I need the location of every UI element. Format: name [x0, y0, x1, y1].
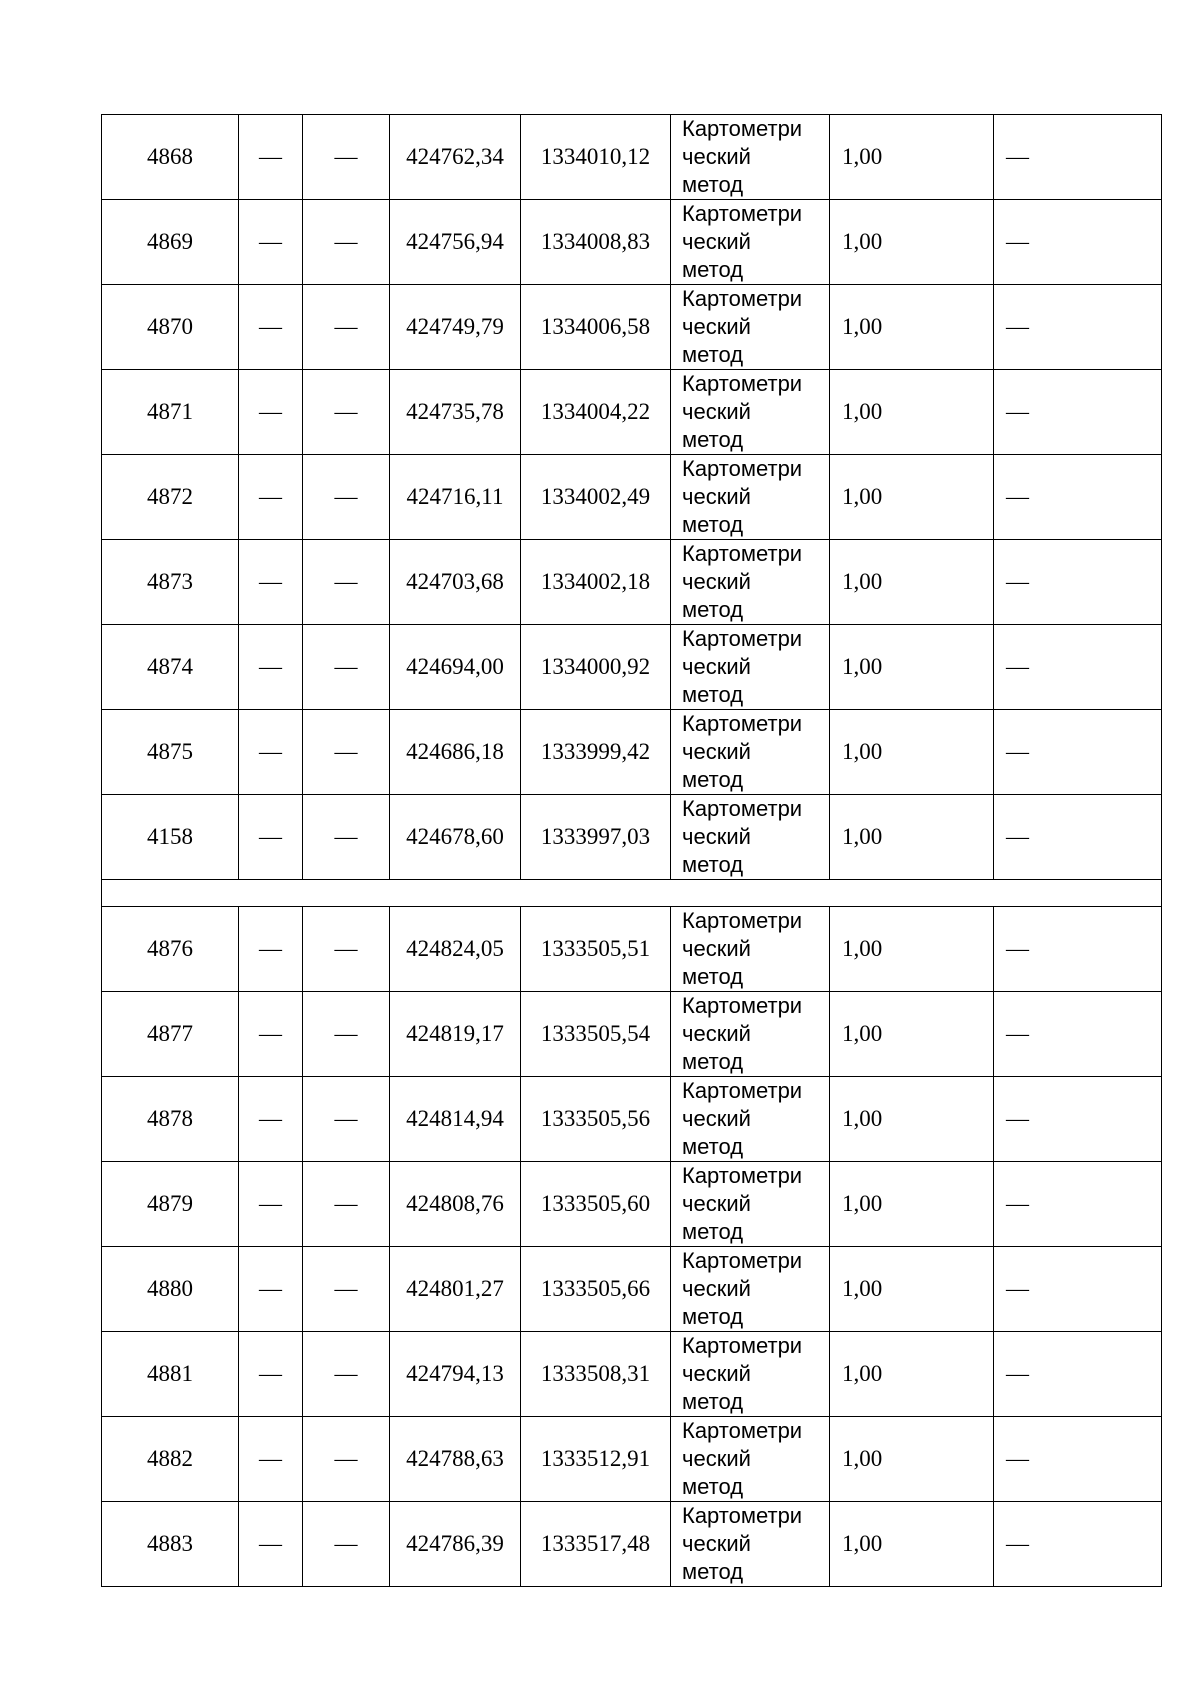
- y-coordinate-cell: 1334004,22: [521, 370, 671, 455]
- method-text-line: Картометри: [682, 1163, 803, 1188]
- y-coordinate-cell: 1333505,66: [521, 1247, 671, 1332]
- x-coordinate-cell: 424735,78: [390, 370, 521, 455]
- old-y-cell: —: [303, 710, 390, 795]
- accuracy-cell: 1,00: [830, 1332, 994, 1417]
- accuracy-cell: 1,00: [830, 992, 994, 1077]
- method-cell: [671, 710, 830, 795]
- x-coordinate-cell: 424694,00: [390, 625, 521, 710]
- old-x-cell: —: [239, 370, 303, 455]
- table-row: [102, 455, 1162, 540]
- method-text-line: ческий: [682, 654, 751, 679]
- table-row: [102, 115, 1162, 200]
- description-cell: —: [994, 540, 1162, 625]
- accuracy-cell: 1,00: [830, 540, 994, 625]
- method-text-line: ческий: [682, 1106, 751, 1131]
- table-row: [102, 1417, 1162, 1502]
- table-row: [102, 992, 1162, 1077]
- old-y-cell: —: [303, 540, 390, 625]
- old-y-cell: —: [303, 115, 390, 200]
- table-row: [102, 1247, 1162, 1332]
- method-text-line: Картометри: [682, 286, 803, 311]
- description-cell: —: [994, 625, 1162, 710]
- method-text-line: метод: [682, 1559, 744, 1584]
- method-text-line: Картометри: [682, 1418, 803, 1443]
- old-x-cell: —: [239, 992, 303, 1077]
- method-text-line: ческий: [682, 484, 751, 509]
- table-row: [102, 285, 1162, 370]
- x-coordinate-cell: 424756,94: [390, 200, 521, 285]
- method-text-line: Картометри: [682, 711, 803, 736]
- accuracy-cell: 1,00: [830, 115, 994, 200]
- accuracy-cell: 1,00: [830, 907, 994, 992]
- x-coordinate-cell: 424794,13: [390, 1332, 521, 1417]
- table-row: [102, 540, 1162, 625]
- method-text-line: Картометри: [682, 626, 803, 651]
- x-coordinate-cell: 424716,11: [390, 455, 521, 540]
- y-coordinate-cell: 1333508,31: [521, 1332, 671, 1417]
- method-text-line: Картометри: [682, 201, 803, 226]
- description-cell: —: [994, 1502, 1162, 1587]
- description-cell: —: [994, 795, 1162, 880]
- description-cell: —: [994, 1247, 1162, 1332]
- point-number-cell: 4874: [102, 625, 239, 710]
- method-cell: [671, 200, 830, 285]
- method-text-line: Картометри: [682, 1248, 803, 1273]
- x-coordinate-cell: 424808,76: [390, 1162, 521, 1247]
- accuracy-cell: 1,00: [830, 455, 994, 540]
- table-row: [102, 1077, 1162, 1162]
- description-cell: —: [994, 200, 1162, 285]
- point-number-cell: 4882: [102, 1417, 239, 1502]
- point-number-cell: 4881: [102, 1332, 239, 1417]
- point-number-cell: 4883: [102, 1502, 239, 1587]
- old-x-cell: —: [239, 115, 303, 200]
- old-x-cell: —: [239, 540, 303, 625]
- old-y-cell: —: [303, 625, 390, 710]
- method-text-line: ческий: [682, 229, 751, 254]
- description-cell: —: [994, 455, 1162, 540]
- point-number-cell: 4877: [102, 992, 239, 1077]
- method-text-line: Картометри: [682, 908, 803, 933]
- old-x-cell: —: [239, 625, 303, 710]
- method-cell: [671, 1417, 830, 1502]
- y-coordinate-cell: 1333517,48: [521, 1502, 671, 1587]
- old-y-cell: —: [303, 1332, 390, 1417]
- accuracy-cell: 1,00: [830, 370, 994, 455]
- method-text-line: Картометри: [682, 1333, 803, 1358]
- accuracy-cell: 1,00: [830, 1502, 994, 1587]
- old-x-cell: —: [239, 1417, 303, 1502]
- old-y-cell: —: [303, 1502, 390, 1587]
- old-x-cell: —: [239, 285, 303, 370]
- x-coordinate-cell: 424819,17: [390, 992, 521, 1077]
- method-text-line: метод: [682, 767, 744, 792]
- method-text-line: Картометри: [682, 993, 803, 1018]
- method-text-line: ческий: [682, 1276, 751, 1301]
- table-row: [102, 1162, 1162, 1247]
- method-text-line: метод: [682, 682, 744, 707]
- y-coordinate-cell: 1333505,60: [521, 1162, 671, 1247]
- method-cell: [671, 1502, 830, 1587]
- coordinates-table-body: [102, 115, 1162, 1587]
- method-cell: [671, 115, 830, 200]
- y-coordinate-cell: 1333505,54: [521, 992, 671, 1077]
- accuracy-cell: 1,00: [830, 795, 994, 880]
- description-cell: —: [994, 1417, 1162, 1502]
- x-coordinate-cell: 424703,68: [390, 540, 521, 625]
- description-cell: —: [994, 907, 1162, 992]
- method-text-line: метод: [682, 257, 744, 282]
- method-text-line: Картометри: [682, 796, 803, 821]
- y-coordinate-cell: 1333999,42: [521, 710, 671, 795]
- table-row: [102, 710, 1162, 795]
- old-y-cell: —: [303, 370, 390, 455]
- description-cell: —: [994, 1162, 1162, 1247]
- old-y-cell: —: [303, 455, 390, 540]
- point-number-cell: 4870: [102, 285, 239, 370]
- accuracy-cell: 1,00: [830, 285, 994, 370]
- old-y-cell: —: [303, 907, 390, 992]
- method-text-line: Картометри: [682, 371, 803, 396]
- accuracy-cell: 1,00: [830, 710, 994, 795]
- method-text-line: метод: [682, 1304, 744, 1329]
- description-cell: —: [994, 992, 1162, 1077]
- method-cell: [671, 1162, 830, 1247]
- method-text-line: ческий: [682, 1531, 751, 1556]
- old-y-cell: —: [303, 992, 390, 1077]
- old-y-cell: —: [303, 1077, 390, 1162]
- y-coordinate-cell: 1334000,92: [521, 625, 671, 710]
- point-number-cell: 4868: [102, 115, 239, 200]
- table-row: [102, 200, 1162, 285]
- method-cell: [671, 1077, 830, 1162]
- accuracy-cell: 1,00: [830, 1247, 994, 1332]
- x-coordinate-cell: 424801,27: [390, 1247, 521, 1332]
- accuracy-cell: 1,00: [830, 1077, 994, 1162]
- table-row: [102, 370, 1162, 455]
- method-cell: [671, 455, 830, 540]
- y-coordinate-cell: 1334002,49: [521, 455, 671, 540]
- y-coordinate-cell: 1334008,83: [521, 200, 671, 285]
- old-x-cell: —: [239, 455, 303, 540]
- point-number-cell: 4875: [102, 710, 239, 795]
- method-text-line: ческий: [682, 399, 751, 424]
- method-text-line: метод: [682, 1389, 744, 1414]
- block-separator-row: [102, 880, 1162, 907]
- point-number-cell: 4158: [102, 795, 239, 880]
- x-coordinate-cell: 424678,60: [390, 795, 521, 880]
- method-text-line: метод: [682, 1049, 744, 1074]
- description-cell: —: [994, 370, 1162, 455]
- method-text-line: метод: [682, 1134, 744, 1159]
- y-coordinate-cell: 1334002,18: [521, 540, 671, 625]
- old-x-cell: —: [239, 1162, 303, 1247]
- old-x-cell: —: [239, 710, 303, 795]
- accuracy-cell: 1,00: [830, 1162, 994, 1247]
- accuracy-cell: 1,00: [830, 625, 994, 710]
- y-coordinate-cell: 1333997,03: [521, 795, 671, 880]
- accuracy-cell: 1,00: [830, 1417, 994, 1502]
- old-y-cell: —: [303, 795, 390, 880]
- method-text-line: ческий: [682, 1361, 751, 1386]
- table-row: [102, 1502, 1162, 1587]
- x-coordinate-cell: 424749,79: [390, 285, 521, 370]
- method-text-line: ческий: [682, 1191, 751, 1216]
- table-row: [102, 907, 1162, 992]
- method-cell: [671, 907, 830, 992]
- method-text-line: Картометри: [682, 541, 803, 566]
- x-coordinate-cell: 424762,34: [390, 115, 521, 200]
- method-cell: [671, 540, 830, 625]
- coordinates-table: [101, 114, 1162, 1587]
- method-cell: [671, 992, 830, 1077]
- old-y-cell: —: [303, 1417, 390, 1502]
- method-text-line: ческий: [682, 144, 751, 169]
- accuracy-cell: 1,00: [830, 200, 994, 285]
- method-text-line: метод: [682, 964, 744, 989]
- method-cell: [671, 1247, 830, 1332]
- y-coordinate-cell: 1334006,58: [521, 285, 671, 370]
- description-cell: —: [994, 1332, 1162, 1417]
- old-y-cell: —: [303, 1247, 390, 1332]
- table-row: [102, 795, 1162, 880]
- method-text-line: ческий: [682, 1446, 751, 1471]
- y-coordinate-cell: 1334010,12: [521, 115, 671, 200]
- method-text-line: метод: [682, 1474, 744, 1499]
- y-coordinate-cell: 1333505,51: [521, 907, 671, 992]
- point-number-cell: 4873: [102, 540, 239, 625]
- point-number-cell: 4880: [102, 1247, 239, 1332]
- method-cell: [671, 370, 830, 455]
- x-coordinate-cell: 424786,39: [390, 1502, 521, 1587]
- old-y-cell: —: [303, 285, 390, 370]
- table-row: [102, 625, 1162, 710]
- point-number-cell: 4878: [102, 1077, 239, 1162]
- method-text-line: метод: [682, 852, 744, 877]
- old-x-cell: —: [239, 1077, 303, 1162]
- old-x-cell: —: [239, 1247, 303, 1332]
- x-coordinate-cell: 424814,94: [390, 1077, 521, 1162]
- method-text-line: ческий: [682, 936, 751, 961]
- x-coordinate-cell: 424788,63: [390, 1417, 521, 1502]
- old-x-cell: —: [239, 907, 303, 992]
- x-coordinate-cell: 424686,18: [390, 710, 521, 795]
- point-number-cell: 4872: [102, 455, 239, 540]
- method-text-line: метод: [682, 512, 744, 537]
- description-cell: —: [994, 1077, 1162, 1162]
- description-cell: —: [994, 285, 1162, 370]
- point-number-cell: 4871: [102, 370, 239, 455]
- old-x-cell: —: [239, 795, 303, 880]
- method-text-line: метод: [682, 427, 744, 452]
- point-number-cell: 4869: [102, 200, 239, 285]
- method-text-line: Картометри: [682, 116, 803, 141]
- point-number-cell: 4876: [102, 907, 239, 992]
- method-text-line: ческий: [682, 314, 751, 339]
- method-text-line: ческий: [682, 824, 751, 849]
- y-coordinate-cell: 1333512,91: [521, 1417, 671, 1502]
- method-cell: [671, 795, 830, 880]
- block-separator-cell: [102, 880, 1162, 907]
- method-text-line: ческий: [682, 569, 751, 594]
- method-cell: [671, 625, 830, 710]
- method-text-line: метод: [682, 342, 744, 367]
- method-text-line: Картометри: [682, 1503, 803, 1528]
- description-cell: —: [994, 710, 1162, 795]
- old-y-cell: —: [303, 1162, 390, 1247]
- point-number-cell: 4879: [102, 1162, 239, 1247]
- method-text-line: метод: [682, 597, 744, 622]
- method-text-line: ческий: [682, 739, 751, 764]
- x-coordinate-cell: 424824,05: [390, 907, 521, 992]
- method-text-line: Картометри: [682, 1078, 803, 1103]
- old-y-cell: —: [303, 200, 390, 285]
- method-text-line: ческий: [682, 1021, 751, 1046]
- table-row: [102, 1332, 1162, 1417]
- description-cell: —: [994, 115, 1162, 200]
- old-x-cell: —: [239, 200, 303, 285]
- method-text-line: метод: [682, 172, 744, 197]
- y-coordinate-cell: 1333505,56: [521, 1077, 671, 1162]
- method-cell: [671, 285, 830, 370]
- method-cell: [671, 1332, 830, 1417]
- old-x-cell: —: [239, 1502, 303, 1587]
- method-text-line: метод: [682, 1219, 744, 1244]
- old-x-cell: —: [239, 1332, 303, 1417]
- method-text-line: Картометри: [682, 456, 803, 481]
